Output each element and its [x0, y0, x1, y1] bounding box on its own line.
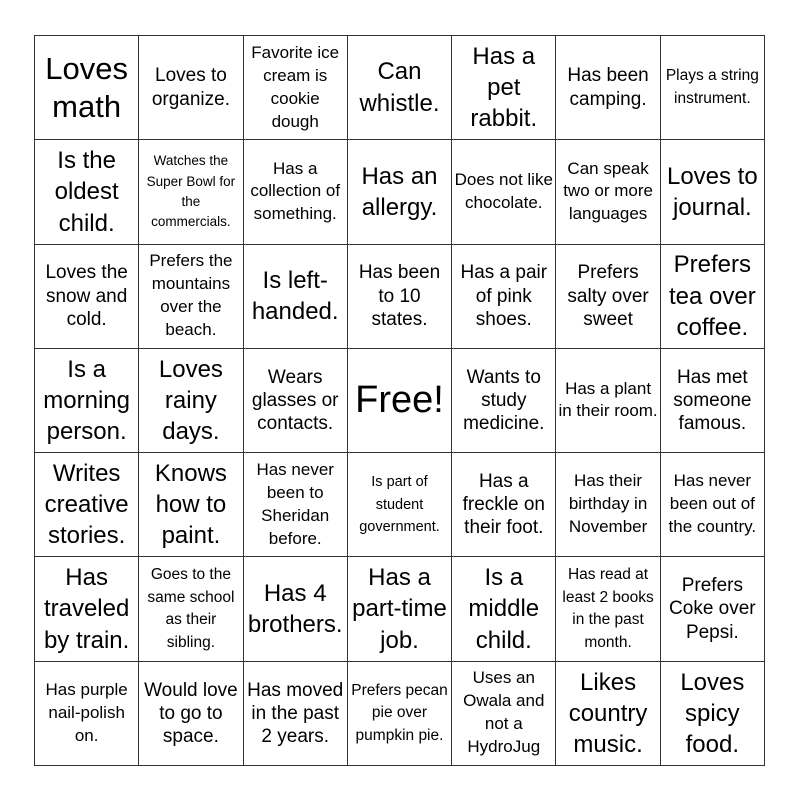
bingo-cell-text: Goes to the same school as their sibling. [147, 566, 235, 651]
bingo-cell[interactable] [35, 453, 139, 557]
bingo-cell[interactable] [348, 36, 452, 140]
bingo-cell-text: Plays a string instrument. [665, 67, 759, 107]
bingo-cell[interactable] [452, 557, 556, 661]
bingo-cell[interactable] [556, 453, 660, 557]
bingo-cell[interactable] [348, 453, 452, 557]
bingo-cell-text: Has a pet rabbit. [470, 42, 538, 133]
bingo-cell[interactable] [35, 662, 139, 766]
bingo-cell[interactable] [348, 557, 452, 661]
bingo-cell[interactable] [556, 245, 660, 349]
bingo-cell[interactable] [556, 140, 660, 244]
bingo-cell-text: Writes creative stories. [44, 460, 129, 550]
bingo-cell[interactable] [661, 140, 765, 244]
bingo-cell[interactable] [348, 245, 452, 349]
bingo-cell-text: Prefers salty over sweet [567, 262, 649, 330]
bingo-cell[interactable] [244, 245, 348, 349]
bingo-cell-text: Loves the snow and cold. [45, 262, 128, 330]
bingo-cell[interactable] [35, 36, 139, 140]
bingo-cell-text: Would love to go to space. [144, 679, 238, 747]
bingo-cell[interactable] [661, 453, 765, 557]
bingo-cell[interactable] [244, 36, 348, 140]
bingo-cell[interactable] [244, 453, 348, 557]
bingo-cell-text: Has traveled by train. [43, 564, 130, 654]
bingo-cell-text: Loves to journal. [666, 162, 758, 221]
bingo-cell-text: Wants to study medicine. [463, 366, 545, 435]
bingo-cell[interactable] [452, 245, 556, 349]
bingo-cell[interactable] [244, 349, 348, 453]
bingo-cell-text: Has been camping. [567, 65, 649, 110]
bingo-cell-text: Prefers the mountains over the beach. [149, 251, 233, 340]
bingo-cell-text: Prefers tea over coffee. [668, 251, 756, 341]
bingo-cell-text: Prefers Coke over Pepsi. [669, 575, 756, 643]
bingo-cell-text: Has 4 brothers. [247, 579, 343, 639]
bingo-cell[interactable] [556, 662, 660, 766]
bingo-cell-text: Can whistle. [359, 58, 440, 117]
bingo-cell[interactable] [139, 36, 243, 140]
bingo-cell[interactable] [244, 662, 348, 766]
bingo-cell-text: Does not like chocolate. [454, 169, 553, 212]
bingo-cell-text: Has a plant in their room. [558, 378, 658, 421]
bingo-cell-text: Loves math [45, 51, 128, 124]
bingo-cell[interactable] [139, 662, 243, 766]
bingo-cell[interactable] [556, 349, 660, 453]
bingo-cell[interactable] [661, 349, 765, 453]
bingo-cell-text: Has purple nail-polish on. [45, 679, 128, 745]
bingo-cell-text: Wears glasses or contacts. [251, 366, 339, 435]
bingo-cell[interactable] [348, 140, 452, 244]
bingo-cell-text: Has a freckle on their foot. [462, 471, 545, 539]
bingo-cell-text: Is a morning person. [43, 355, 130, 446]
bingo-cell-text: Has a pair of pink shoes. [460, 262, 548, 330]
bingo-cell-text: Loves rainy days. [158, 355, 223, 446]
bingo-cell-text: Watches the Super Bowl for the commercials. [146, 153, 236, 230]
bingo-cell[interactable] [35, 557, 139, 661]
bingo-cell[interactable] [35, 140, 139, 244]
bingo-cell[interactable] [556, 36, 660, 140]
bingo-cell-text: Favorite ice cream is cookie dough [251, 42, 340, 131]
bingo-cell-text: Likes country music. [568, 668, 648, 758]
bingo-cell-text: Has never been out of the country. [668, 471, 757, 537]
bingo-cell[interactable] [139, 245, 243, 349]
bingo-cell[interactable] [35, 349, 139, 453]
bingo-board [34, 35, 765, 766]
bingo-cell-text: Has a part-time job. [352, 564, 447, 654]
bingo-cell[interactable] [139, 140, 243, 244]
bingo-cell-text: Knows how to paint. [154, 460, 227, 550]
bingo-cell[interactable] [452, 662, 556, 766]
bingo-cell-text: Is the oldest child. [54, 147, 119, 237]
free-space-text: Free! [355, 378, 444, 421]
bingo-cell-text: Has read at least 2 books in the past month. [562, 566, 654, 651]
free-space[interactable] [348, 349, 452, 453]
bingo-cell[interactable] [661, 245, 765, 349]
bingo-cell-text: Is a middle child. [468, 564, 540, 654]
bingo-cell-text: Has an allergy. [361, 162, 438, 221]
bingo-cell[interactable] [452, 36, 556, 140]
bingo-cell[interactable] [139, 557, 243, 661]
bingo-cell-text: Has their birthday in November [568, 471, 648, 537]
bingo-cell-text: Uses an Owala and not a HydroJug [463, 668, 545, 757]
bingo-cell[interactable] [556, 557, 660, 661]
bingo-cell-text: Has met someone famous. [673, 366, 752, 435]
bingo-cell-text: Can speak two or more languages [563, 158, 653, 224]
bingo-cell-text: Loves spicy food. [680, 668, 745, 758]
bingo-cell[interactable] [661, 36, 765, 140]
bingo-cell-text: Is part of student government. [359, 474, 440, 536]
bingo-cell-text: Prefers pecan pie over pumpkin pie. [351, 681, 448, 744]
bingo-cell-text: Has moved in the past 2 years. [247, 679, 344, 747]
bingo-cell[interactable] [139, 349, 243, 453]
bingo-cell-text: Loves to organize. [151, 65, 230, 110]
bingo-cell[interactable] [452, 140, 556, 244]
bingo-cell[interactable] [452, 349, 556, 453]
bingo-cell[interactable] [139, 453, 243, 557]
bingo-cell[interactable] [244, 557, 348, 661]
bingo-cell[interactable] [452, 453, 556, 557]
bingo-cell-text: Has never been to Sheridan before. [256, 459, 334, 548]
bingo-cell[interactable] [661, 662, 765, 766]
bingo-cell-text: Has been to 10 states. [358, 262, 441, 330]
bingo-cell[interactable] [35, 245, 139, 349]
bingo-cell-text: Is left-handed. [251, 267, 339, 326]
bingo-cell[interactable] [348, 662, 452, 766]
bingo-cell[interactable] [244, 140, 348, 244]
bingo-cell-text: Has a collection of something. [250, 158, 341, 224]
bingo-cell[interactable] [661, 557, 765, 661]
